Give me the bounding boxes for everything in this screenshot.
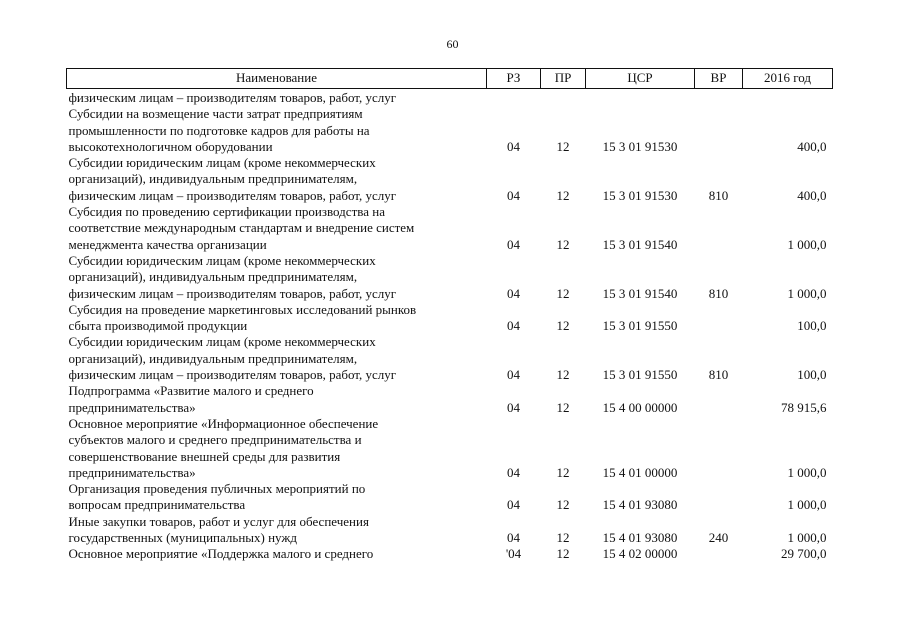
row-sum: 1 000,0 xyxy=(787,530,827,546)
row-vr xyxy=(695,204,743,253)
row-sum xyxy=(743,89,833,107)
row-name: Основное мероприятие «Информационное обеспечение субъектов малого и среднего предпринимательства и совершенствование внешней среды для развития предпринимательства» xyxy=(68,415,379,480)
row-vr: 810 xyxy=(708,367,729,383)
row-csr: 15 4 01 93080 xyxy=(602,530,678,546)
row-name: Подпрограмма «Развитие малого и среднего предпринимательства» xyxy=(68,383,314,415)
header-year: 2016 год xyxy=(743,69,833,89)
row-name: Субсидия по проведению сертификации производства на соответствие международным стандартам и внедрение систем менеджмента качества организации xyxy=(68,204,415,252)
table-row xyxy=(67,89,833,107)
row-pr xyxy=(541,89,586,107)
row-rz: 04 xyxy=(507,497,520,513)
row-sum: 400,0 xyxy=(797,138,827,154)
row-pr: 12 xyxy=(556,187,570,203)
row-rz xyxy=(487,89,541,107)
row-vr: 810 xyxy=(708,285,729,301)
header-csr: ЦСР xyxy=(586,69,695,89)
header-vr: ВР xyxy=(695,69,743,89)
row-sum: 1 000,0 xyxy=(787,464,827,480)
row-rz: 04 xyxy=(507,367,520,383)
row-sum: 1 000,0 xyxy=(787,497,827,513)
row-csr: 15 3 01 91530 xyxy=(602,187,678,203)
row-csr: 15 3 01 91550 xyxy=(602,318,678,334)
table-row xyxy=(67,204,833,253)
row-vr xyxy=(695,89,743,107)
page-number: 60 xyxy=(446,37,459,51)
row-rz: '04 xyxy=(505,546,522,562)
row-rz: 04 xyxy=(507,318,520,334)
row-vr xyxy=(695,481,743,514)
row-vr xyxy=(695,302,743,335)
row-name: Организация проведения публичных мероприятий по вопросам предпринимательства xyxy=(68,481,366,513)
table-row xyxy=(67,106,833,155)
table-row xyxy=(67,546,833,562)
row-sum: 1 000,0 xyxy=(787,236,827,252)
row-sum: 78 915,6 xyxy=(781,399,827,415)
row-pr: 12 xyxy=(556,464,570,480)
row-csr: 15 3 01 91540 xyxy=(602,236,678,252)
row-pr: 12 xyxy=(556,530,570,546)
row-rz: 04 xyxy=(507,285,520,301)
row-pr: 12 xyxy=(556,399,570,415)
row-csr: 15 4 02 00000 xyxy=(602,546,678,562)
row-pr: 12 xyxy=(556,546,570,562)
row-sum: 1 000,0 xyxy=(787,285,827,301)
row-rz: 04 xyxy=(507,399,520,415)
table-row xyxy=(67,514,833,547)
row-pr: 12 xyxy=(556,497,570,513)
row-csr: 15 3 01 91550 xyxy=(602,367,678,383)
row-sum: 100,0 xyxy=(797,318,827,334)
header-rz: РЗ xyxy=(487,69,541,89)
budget-table xyxy=(66,68,833,563)
row-sum: 29 700,0 xyxy=(781,546,827,562)
table-row xyxy=(67,302,833,335)
header-pr: ПР xyxy=(541,69,586,89)
table-row xyxy=(67,334,833,383)
row-rz: 04 xyxy=(507,464,520,480)
table-header-row xyxy=(67,69,833,89)
row-csr: 15 3 01 91530 xyxy=(602,138,678,154)
table-row xyxy=(67,155,833,204)
row-name: Субсидия на проведение маркетинговых исследований рынков сбыта производимой продукции xyxy=(68,301,417,334)
row-csr: 15 4 00 00000 xyxy=(602,399,678,415)
row-name: Иные закупки товаров, работ и услуг для обеспечения государственных (муниципальных) нужд xyxy=(68,513,369,546)
table-row xyxy=(67,416,833,481)
row-pr: 12 xyxy=(556,285,570,301)
row-pr: 12 xyxy=(556,236,570,252)
row-rz: 04 xyxy=(507,138,520,154)
table-row xyxy=(67,253,833,302)
row-pr: 12 xyxy=(556,138,570,154)
row-csr: 15 4 01 00000 xyxy=(602,464,678,480)
row-name: Субсидии юридическим лицам (кроме некоммерческих организаций), индивидуальным предпринимателям, физическим лицам – производителям товаров, работ, услуг xyxy=(68,155,397,203)
row-pr: 12 xyxy=(556,367,570,383)
row-vr xyxy=(695,546,743,562)
row-vr: 240 xyxy=(708,530,729,546)
row-sum: 100,0 xyxy=(797,367,827,383)
row-sum: 400,0 xyxy=(797,187,827,203)
row-csr: 15 3 01 91540 xyxy=(602,285,678,301)
row-name: Субсидии юридическим лицам (кроме некоммерческих организаций), индивидуальным предпринимателям, физическим лицам – производителям товаров, работ, услуг xyxy=(68,252,397,301)
row-csr xyxy=(586,89,695,107)
row-vr xyxy=(695,383,743,416)
row-csr: 15 4 01 93080 xyxy=(602,497,678,513)
row-vr xyxy=(695,106,743,155)
row-name: Основное мероприятие «Поддержка малого и среднего xyxy=(68,546,374,562)
table-row xyxy=(67,383,833,416)
row-rz: 04 xyxy=(507,236,520,252)
row-name: физическим лицам – производителям товаров, работ, услуг xyxy=(68,90,397,105)
row-rz: 04 xyxy=(507,187,520,203)
row-name: Субсидии на возмещение части затрат предприятиям промышленности по подготовке кадров для работы на высокотехнологичном оборудовании xyxy=(68,106,370,154)
header-name: Наименование xyxy=(67,69,487,89)
row-vr xyxy=(695,416,743,481)
table-row xyxy=(67,481,833,514)
row-rz: 04 xyxy=(507,530,520,546)
row-pr: 12 xyxy=(556,318,570,334)
row-vr: 810 xyxy=(708,187,729,203)
row-name: Субсидии юридическим лицам (кроме некоммерческих организаций), индивидуальным предпринимателям, физическим лицам – производителям товаров, работ, услуг xyxy=(68,334,397,383)
